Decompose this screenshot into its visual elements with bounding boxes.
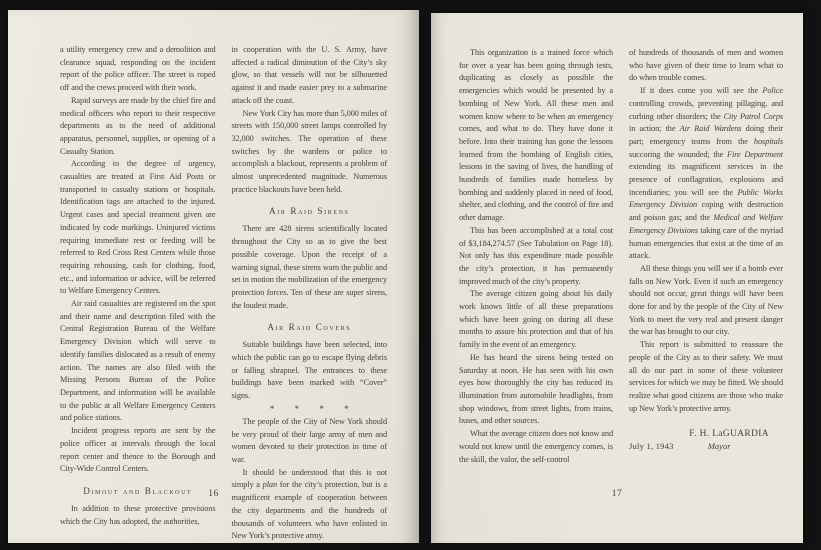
signature-date: July 1, 1943 [629, 441, 674, 452]
paragraph: This organization is a trained force which for over a year has been going through tests, duplicating as closely as possible the emergencies which would be presented by a bombing of New York. All these men and women know where to be when an emergency comes, and what to do. They have done it before. Into their training has gone the lessons learned from the bombing of English cities, lessons in the saving of lives, the handling of hundreds of families made homeless by bombing and suddenly placed in need of food, shelter, and clothing, and the control of fire and other damage. [459, 48, 613, 223]
paragraph: New York City has more than 5,000 miles of streets with 150,000 street lamps controlled by 32,000 switches. The operation of these switches by the wardens or police to accomplish a blackout, represents a problem of almost unprecedented magnitude. Numerous practice blackouts have been held. [231, 108, 387, 194]
paragraph: This has been accomplished at a total cost of $3,184,274.57 (See Tabulation on Page 18). Not only has this expenditure made possible the city’s protection, it has permanently improved much of the city’s property. [459, 225, 613, 286]
paragraph: Air raid casualties are registered on the spot and their name and description filed with the Central Registration Bureau of the Welfare Emergency Division which will serve to identify families dislocated as a result of enemy action. The names are also filed with the Missing Persons Bureau of the Police Department, and information will be available to the public at all Welfare Emergency Centers and police stations. [60, 299, 216, 423]
left-page-columns [8, 10, 419, 543]
left-page-column-1 [60, 44, 216, 543]
paragraph: He has heard the sirens being tested on Saturday at noon. He has seen with his own eyes how thoroughly the city has reduced its illumination from automobile headlights, from shop windows, from street lights, from trains, buses, and other sources. [459, 352, 613, 426]
paragraph: According to the degree of urgency, casualties are treated at First Aid Posts or transported to casualty stations or hospitals. Identification tags are attached to the injured. Urgent cases and special treatment given are indicated by code markings. Uninjured victims requiring immediate rest or feeding will be referred to Red Cross Rest Centers while those requiring rehousing, cash for clothing, food, etc., and information or advice, will be referred to Welfare Emergency Centers. [60, 159, 216, 296]
paragraph: The people of the City of New York should be very proud of their large army of men and women devoted to their protection in time of war. [231, 416, 387, 464]
paragraph: Incident progress reports are sent by the police officer at intervals through the local report center and thence to the Borough and City-Wide Control Centers. [60, 426, 216, 474]
left-page-column-2 [232, 44, 388, 543]
page-number-left: 16 [208, 489, 219, 499]
section-heading: Air Raid Sirens [269, 206, 350, 217]
signature-block [629, 429, 783, 451]
paragraph: The average citizen going about his daily work knows little of all these preparations which have been going on during all these months to assure his protection and that of his family in the event of an emergency. [459, 289, 613, 350]
paragraph: What the average citizen does not know and would not know until the emergency comes, is the skill, the valor, the self-control [459, 429, 613, 464]
paragraph: It should be understood that this is not simply a plan for the city’s protection, but is a magnificent example of cooperation between the city departments and the hundreds of thousands of volunteers who have enlisted in New York’s protective army. [231, 467, 387, 541]
left-page [8, 10, 419, 543]
paragraph: This report is submitted to reassure the people of the City as to their safety. We must all do our part in some of these volunteer services for which we may be fitted. We should realize what good citizens are those who make up New York’s protective army. [629, 340, 783, 413]
right-page-column-2 [629, 47, 783, 466]
right-page-column-2-text [629, 47, 783, 415]
stars-separator: * * * * [269, 403, 358, 414]
page-number-right: 17 [611, 489, 623, 499]
paragraph: All these things you will see if a bomb ever falls on New York. Even if such an emergency should not occur, great things will have been done for and by the people of the City of New York to meet the very real and present danger the war has brought to our city. [629, 263, 783, 337]
signature-name: F. H. LaGUARDIA [689, 429, 769, 440]
paragraph: If it does come you will see the Police controlling crowds, preventing pillaging, and curbing other disorders; the City Patrol Corps in action; the Air Raid Wardens doing their part; emergency teams from the hospitals succoring the wounded; the Fire Department extending its magnificent services in the presence of conflagration, explosions and incendiaries; you will see the Public Works Emergency Division coping with destruction and poison gas; and the Medical and Welfare Emergency Divisions taking care of the myriad human emergencies that exist at the time of an attack. [629, 86, 784, 261]
paragraph: Rapid surveys are made by the chief fire and medical officers who report to their respective departments as to the need of additional apparatus, personnel, supplies, or opening of a Casualty Station. [60, 95, 216, 156]
signature-row [629, 441, 783, 451]
paragraph: in cooperation with the U. S. Army, have affected a radical diminution of the City’s sky glow, so that vessels will not be silhouetted against it and made easier prey to a submarine attack off the coast. [231, 45, 387, 105]
right-page-columns [431, 13, 803, 466]
section-heading: Dimout and Blackout [83, 485, 193, 496]
paragraph: In addition to these protective provisions which the City has adopted, the authorities, [60, 503, 216, 526]
section-heading: Air Raid Covers [267, 322, 352, 333]
paragraph: There are 428 sirens scientifically located throughout the City so as to give the best possible coverage. Upon the receipt of a warning signal, these sirens warn the public and set in motion the mobilization of the emergency protection forces. Ten of these are super sirens, the loudest made. [231, 224, 387, 310]
paragraph: a utility emergency crew and a demolition and clearance squad, responding on the incident report of the police officer. The street is roped off and the crews proceed with their work. [60, 45, 216, 93]
right-page-column-1 [459, 47, 613, 466]
right-page [431, 13, 803, 543]
paragraph: of hundreds of thousands of men and women who have given of their time to learn what to do when trouble comes. [629, 48, 783, 83]
paragraph: Suitable buildings have been selected, into which the public can go to escape flying debris or falling shrapnel. The entrances to these buildings have been marked with “Cover” signs. [231, 340, 387, 401]
signature-title: Mayor [707, 441, 731, 452]
